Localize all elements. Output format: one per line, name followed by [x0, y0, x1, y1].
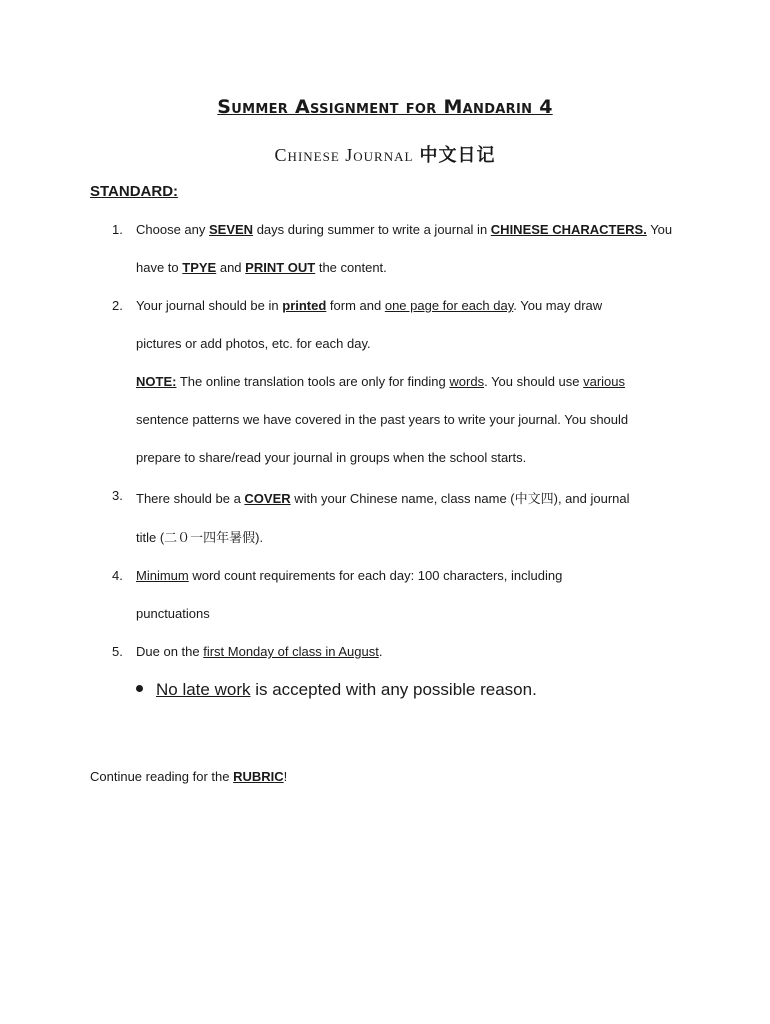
section-heading: STANDARD: [90, 183, 179, 200]
item-1-line-1: Choose any SEVEN days during summer to write a journal in CHINESE CHARACTERS. You [136, 222, 673, 237]
note-label: NOTE: [136, 374, 177, 389]
item-4-line-1: Minimum word count requirements for each day: 100 characters, including [136, 568, 563, 583]
item-2-line-2: pictures or add photos, etc. for each day. [136, 336, 371, 351]
item-3-line-2: title (二０一四年暑假). [136, 530, 264, 545]
note-line-1: NOTE: The online translation tools are only for finding words. You should use various [136, 374, 626, 389]
subtitle-cjk: 中文日记 [419, 145, 496, 166]
item-1-line-2: have to TPYE and PRINT OUT the content. [136, 260, 387, 275]
item-5-line-1: Due on the first Monday of class in August. [136, 644, 383, 659]
item-number: 3. [112, 488, 123, 503]
bullet-icon [136, 685, 143, 692]
note-line-2: sentence patterns we have covered in the past years to write your journal. You should [136, 412, 629, 427]
page-subtitle [0, 141, 770, 167]
item-4-line-2: punctuations [136, 606, 210, 621]
late-work-bullet: No late work is accepted with any possible reason. [136, 680, 537, 700]
item-number: 2. [112, 298, 123, 313]
item-number: 5. [112, 644, 123, 659]
note-line-3: prepare to share/read your journal in groups when the school starts. [136, 450, 527, 465]
item-2-line-1: Your journal should be in printed form and one page for each day. You may draw [136, 298, 603, 313]
subtitle-text: Chinese Journal [274, 145, 414, 165]
item-3-line-1: There should be a COVER with your Chinese name, class name (中文四), and journal [136, 491, 630, 506]
page-title: Summer Assignment for Mandarin 4 [217, 96, 553, 118]
footer-note: Continue reading for the RUBRIC! [90, 769, 288, 784]
item-number: 4. [112, 568, 123, 583]
item-number: 1. [112, 222, 123, 237]
